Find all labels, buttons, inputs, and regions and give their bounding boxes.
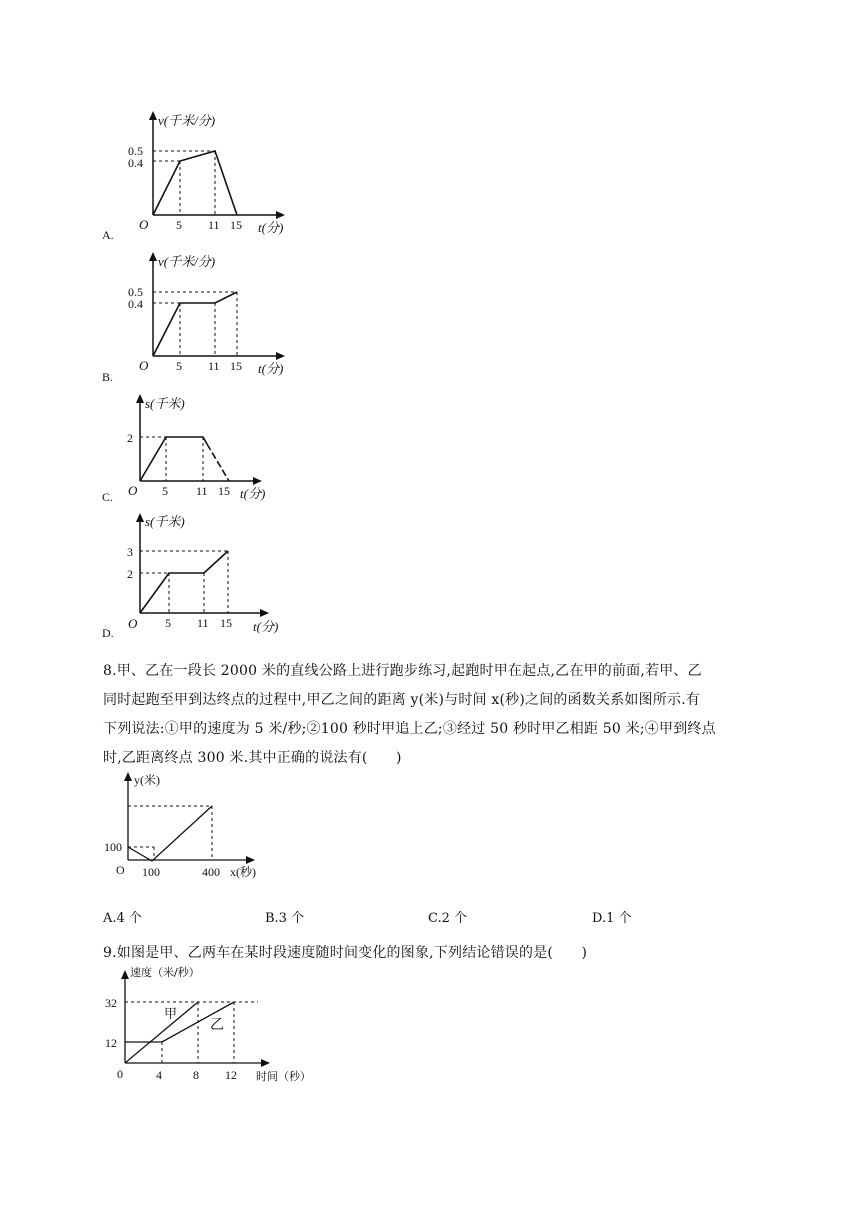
question-8-line-3: 下列说法:①甲的速度为 5 米/秒;②100 秒时甲追上乙;③经过 50 秒时甲乙相距 50 米;④甲到终点 xyxy=(103,721,716,737)
guide-lines xyxy=(140,437,203,481)
x-tick-5: 5 xyxy=(165,616,171,630)
y-axis-label: s(千米) xyxy=(145,396,185,411)
question-8-choice-a[interactable]: A.4 个 xyxy=(103,911,142,926)
y-axis-label: 速度（米/秒） xyxy=(130,966,200,979)
x-tick-100: 100 xyxy=(142,865,160,879)
x-axis-label: t(分) xyxy=(240,486,266,501)
option-b-letter: B. xyxy=(102,370,114,384)
y-tick-100: 100 xyxy=(104,840,122,854)
x-tick-11: 11 xyxy=(208,218,220,232)
option-a-graph xyxy=(125,105,305,235)
x-tick-8: 8 xyxy=(193,1068,199,1082)
y-axis-arrow xyxy=(149,111,157,120)
option-c-graph xyxy=(122,388,282,508)
guide-lines xyxy=(140,551,228,613)
series-label-jia: 甲 xyxy=(164,1007,178,1022)
y-tick-0.5: 0.5 xyxy=(128,285,143,299)
question-8-text xyxy=(103,657,783,773)
x-tick-5: 5 xyxy=(176,359,182,373)
x-tick-15: 15 xyxy=(230,359,242,373)
y-tick-0.5: 0.5 xyxy=(128,144,143,158)
x-tick-5: 5 xyxy=(162,484,168,498)
x-tick-11: 11 xyxy=(197,616,209,630)
question-8-choice-b[interactable]: B.3 个 xyxy=(265,911,305,926)
graph-line xyxy=(153,292,237,356)
graph-line xyxy=(140,437,207,481)
question-9-text: 9.如图是甲、乙两车在某时段速度随时间变化的图象,下列结论错误的是( ) xyxy=(103,945,588,961)
option-a-letter: A. xyxy=(102,228,114,242)
option-d-letter: D. xyxy=(102,626,114,640)
question-8-line-2: 同时起跑至甲到达终点的过程中,甲乙之间的距离 y(米)与时间 x(秒)之间的函数关系如图所示.有 xyxy=(103,692,701,708)
x-axis-label: x(秒) xyxy=(230,865,256,879)
x-axis-label: t(分) xyxy=(253,619,279,634)
guide-lines xyxy=(153,292,237,356)
origin-label: O xyxy=(139,217,149,232)
x-axis-label: 时间（秒） xyxy=(256,1070,311,1083)
graph-line xyxy=(140,551,228,613)
x-tick-15: 15 xyxy=(230,218,242,232)
y-axis-label: s(千米) xyxy=(145,514,185,529)
guide-lines xyxy=(125,1002,258,1063)
y-tick-0.4: 0.4 xyxy=(128,156,143,170)
question-8-choice-d[interactable]: D.1 个 xyxy=(592,911,632,926)
x-tick-5: 5 xyxy=(176,218,182,232)
origin-label: O xyxy=(116,863,125,877)
origin-label: O xyxy=(128,483,138,498)
x-tick-11: 11 xyxy=(196,484,208,498)
guide-lines xyxy=(128,806,212,860)
y-axis-label: v(千米/分) xyxy=(158,254,216,269)
question-8-line-4: 时,乙距离终点 300 米.其中正确的说法有( ) xyxy=(103,750,402,766)
y-tick-2: 2 xyxy=(127,567,133,581)
y-tick-12: 12 xyxy=(105,1036,117,1050)
x-tick-15: 15 xyxy=(220,616,232,630)
y-tick-3: 3 xyxy=(127,545,133,559)
question-8-line-1: 8.甲、乙在一段长 2000 米的直线公路上进行跑步练习,起跑时甲在起点,乙在甲的前面,若甲、乙 xyxy=(103,663,702,679)
x-tick-11: 11 xyxy=(208,359,220,373)
x-axis-arrow xyxy=(276,211,285,219)
x-axis-label: t(分) xyxy=(258,220,284,235)
question-8-choice-c[interactable]: C.2 个 xyxy=(428,911,468,926)
origin-label: O xyxy=(128,616,138,631)
x-tick-12: 12 xyxy=(225,1068,237,1082)
question-9-graph xyxy=(100,966,330,1086)
y-tick-2: 2 xyxy=(127,431,133,445)
question-8-graph xyxy=(100,768,270,886)
x-tick-400: 400 xyxy=(202,865,220,879)
option-d-graph xyxy=(122,507,292,637)
graph-line xyxy=(128,806,212,861)
y-axis-label: v(千米/分) xyxy=(158,113,216,128)
x-axis-label: t(分) xyxy=(258,361,284,376)
x-tick-15: 15 xyxy=(218,484,230,498)
series-label-yi: 乙 xyxy=(210,1017,224,1033)
y-tick-0.4: 0.4 xyxy=(128,297,143,311)
option-b-graph xyxy=(125,246,305,376)
graph-line-descending xyxy=(207,444,229,481)
y-tick-32: 32 xyxy=(105,996,117,1010)
series-jia-line xyxy=(125,1002,198,1063)
y-axis-label: y(米) xyxy=(134,773,160,787)
origin-label: O xyxy=(139,358,149,373)
origin-label: 0 xyxy=(117,1067,123,1081)
option-c-letter: C. xyxy=(102,490,114,504)
x-tick-4: 4 xyxy=(156,1068,162,1082)
